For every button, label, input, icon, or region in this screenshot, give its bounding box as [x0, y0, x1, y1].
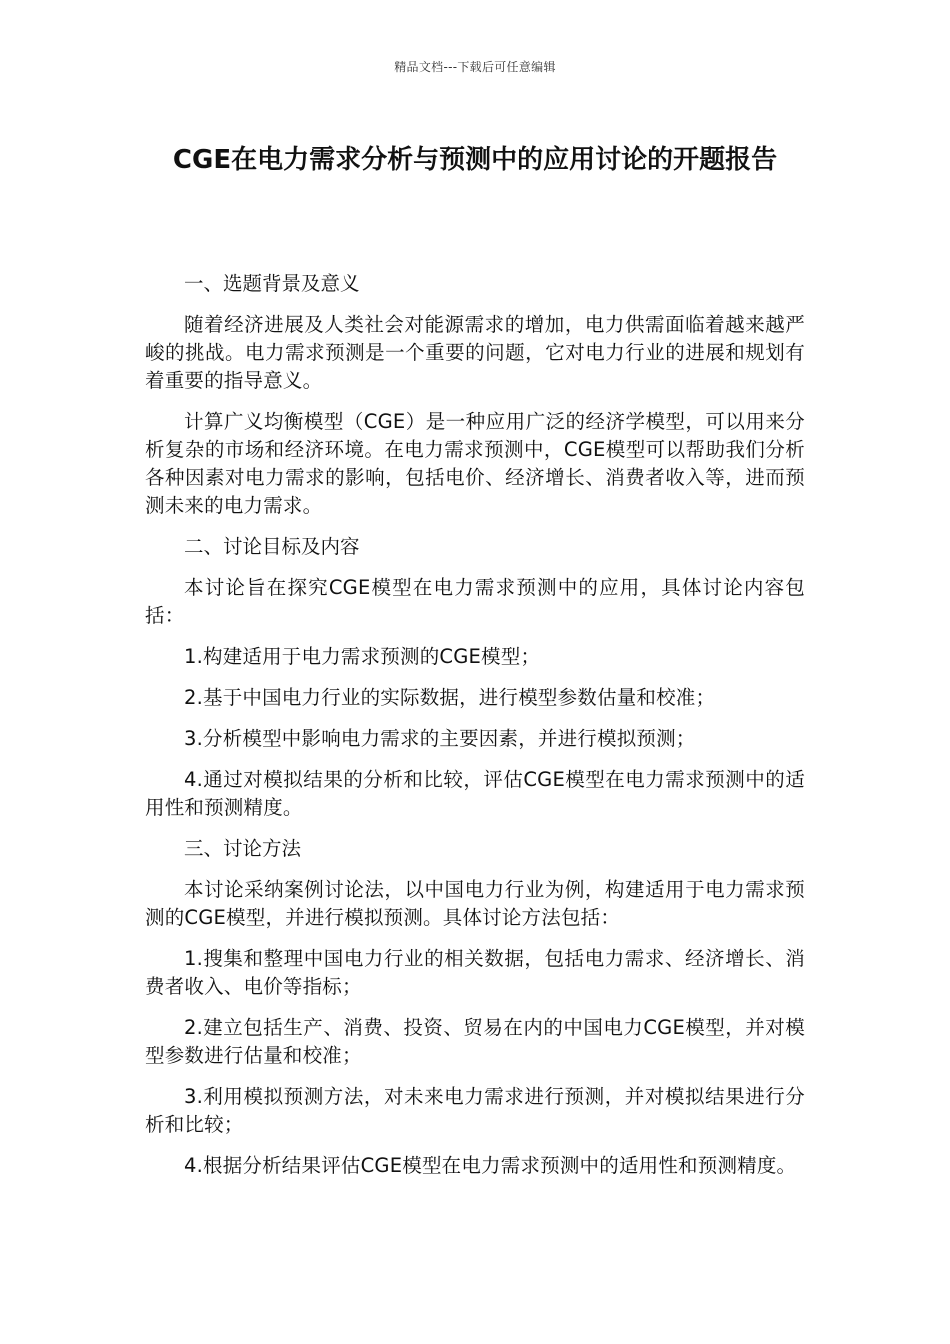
section-background	[145, 270, 805, 520]
section-goals	[145, 533, 805, 822]
document-body	[145, 270, 805, 1193]
header-note: 精品文档---下载后可任意编辑	[394, 60, 556, 74]
section-heading: 二、讨论目标及内容	[184, 535, 360, 558]
list-item: 2.建立包括生产、消费、投资、贸易在内的中国电力CGE模型，并对模型参数进行估量和校准；	[145, 1016, 805, 1067]
list-item: 3.利用模拟预测方法，对未来电力需求进行预测，并对模拟结果进行分析和比较；	[145, 1085, 805, 1136]
paragraph: 本讨论旨在探究CGE模型在电力需求预测中的应用，具体讨论内容包括：	[145, 576, 805, 627]
section-heading: 一、选题背景及意义	[184, 272, 360, 295]
section-heading: 三、讨论方法	[184, 837, 302, 860]
paragraph: 随着经济进展及人类社会对能源需求的增加，电力供需面临着越来越严峻的挑战。电力需求预测是一个重要的问题，它对电力行业的进展和规划有着重要的指导意义。	[145, 313, 805, 392]
list-item: 4.根据分析结果评估CGE模型在电力需求预测中的适用性和预测精度。	[184, 1154, 797, 1177]
paragraph: 本讨论采纳案例讨论法，以中国电力行业为例，构建适用于电力需求预测的CGE模型，并进行模拟预测。具体讨论方法包括：	[145, 878, 805, 929]
list-item: 3.分析模型中影响电力需求的主要因素，并进行模拟预测；	[184, 727, 696, 750]
list-item: 4.通过对模拟结果的分析和比较，评估CGE模型在电力需求预测中的适用性和预测精度。	[145, 768, 805, 819]
list-item: 1.搜集和整理中国电力行业的相关数据，包括电力需求、经济增长、消费者收入、电价等指标；	[145, 947, 805, 998]
document-title: CGE在电力需求分析与预测中的应用讨论的开题报告	[172, 145, 778, 175]
list-item: 1.构建适用于电力需求预测的CGE模型；	[184, 645, 541, 668]
list-item: 2.基于中国电力行业的实际数据，进行模型参数估量和校准；	[184, 686, 716, 709]
section-methods	[145, 835, 805, 1180]
paragraph: 计算广义均衡模型（CGE）是一种应用广泛的经济学模型，可以用来分析复杂的市场和经济环境。在电力需求预测中，CGE模型可以帮助我们分析各种因素对电力需求的影响，包括电价、经济增长、消费者收入等，进而预测未来的电力需求。	[145, 410, 805, 517]
